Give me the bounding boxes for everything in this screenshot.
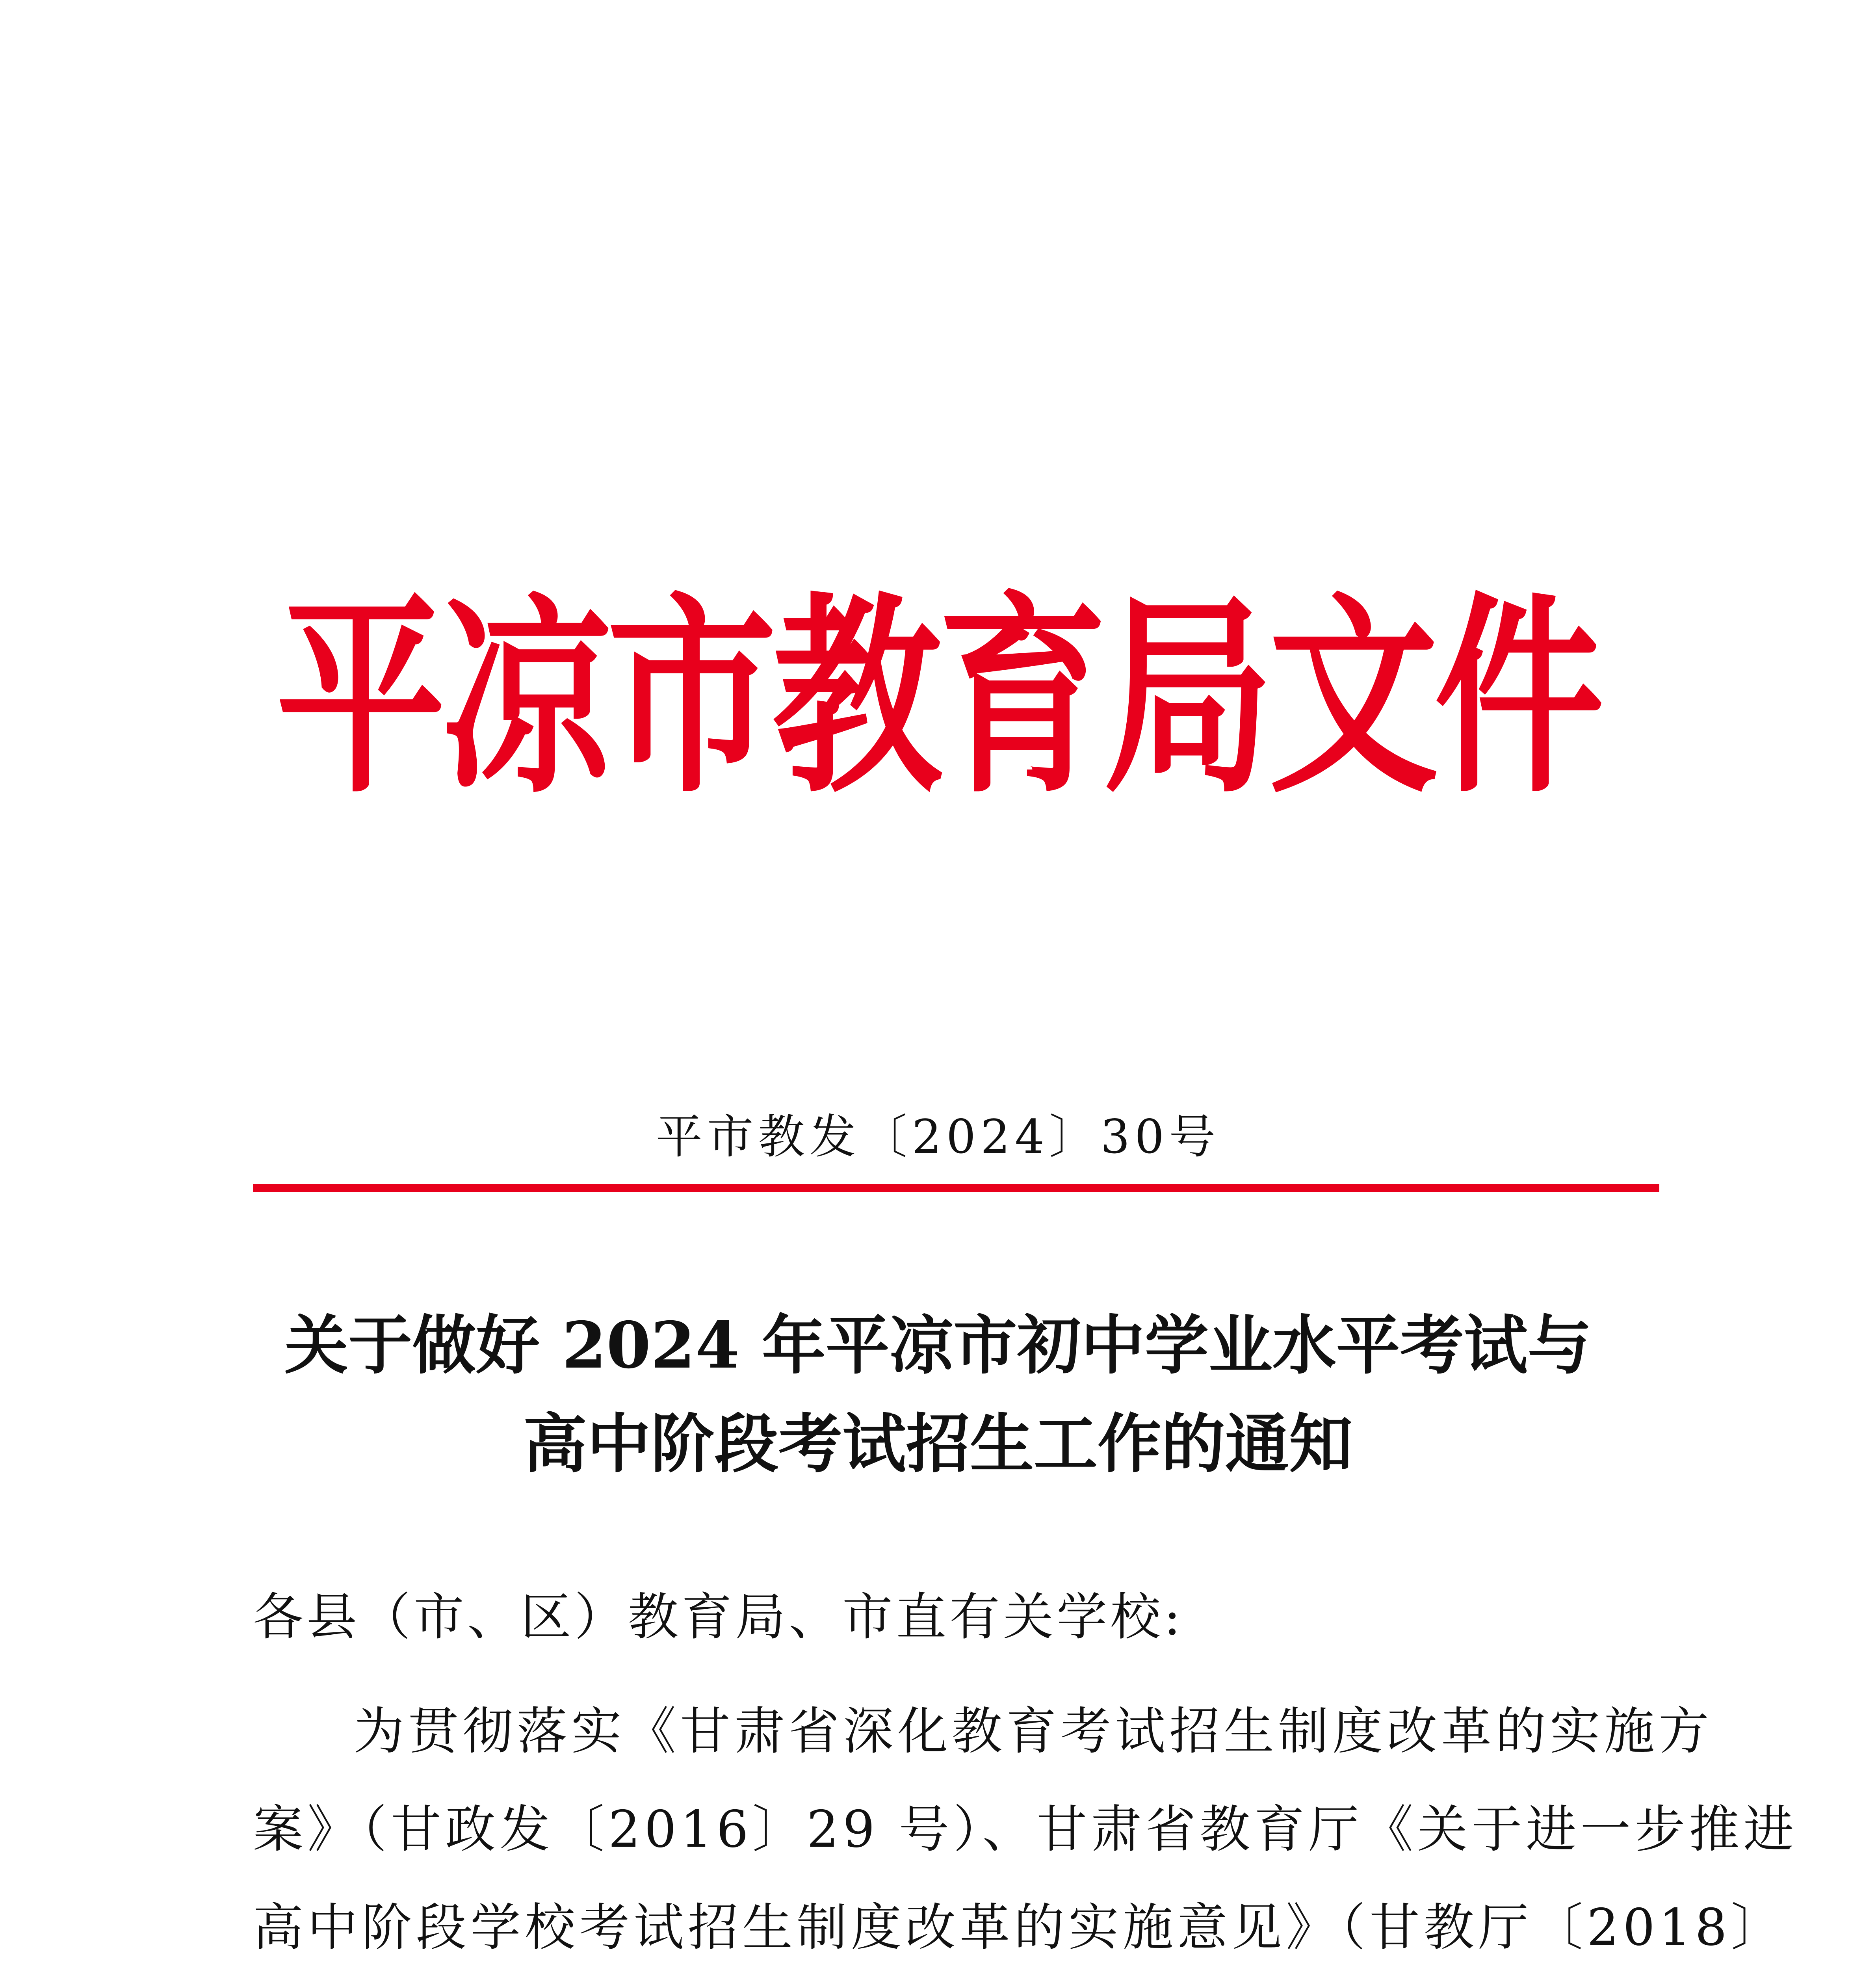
document-title — [0, 1296, 1876, 1493]
salutation: 各县（市、区）教育局、市直有关学校: — [253, 1588, 1184, 1647]
body-line: 高中阶段学校考试招生制度改革的实施意见》（甘教厅〔2018〕 — [253, 1898, 1785, 1957]
body-line: 为贯彻落实《甘肃省深化教育考试招生制度改革的实施方 — [354, 1702, 1713, 1761]
red-divider-rule — [253, 1184, 1659, 1192]
document-number: 平市教发〔2024〕30号 — [656, 1110, 1220, 1164]
body-paragraph — [253, 1682, 1798, 1970]
body-line: 案》（甘政发〔2016〕29 号）、甘肃省教育厅《关于进一步推进 — [253, 1800, 1798, 1859]
document-title-line-2: 高中阶段考试招生工作的通知 — [523, 1407, 1353, 1481]
document-title-line-1: 关于做好 2024 年平凉市初中学业水平考试与 — [284, 1308, 1592, 1383]
document-header-title: 平凉市教育局文件 — [276, 572, 1600, 821]
